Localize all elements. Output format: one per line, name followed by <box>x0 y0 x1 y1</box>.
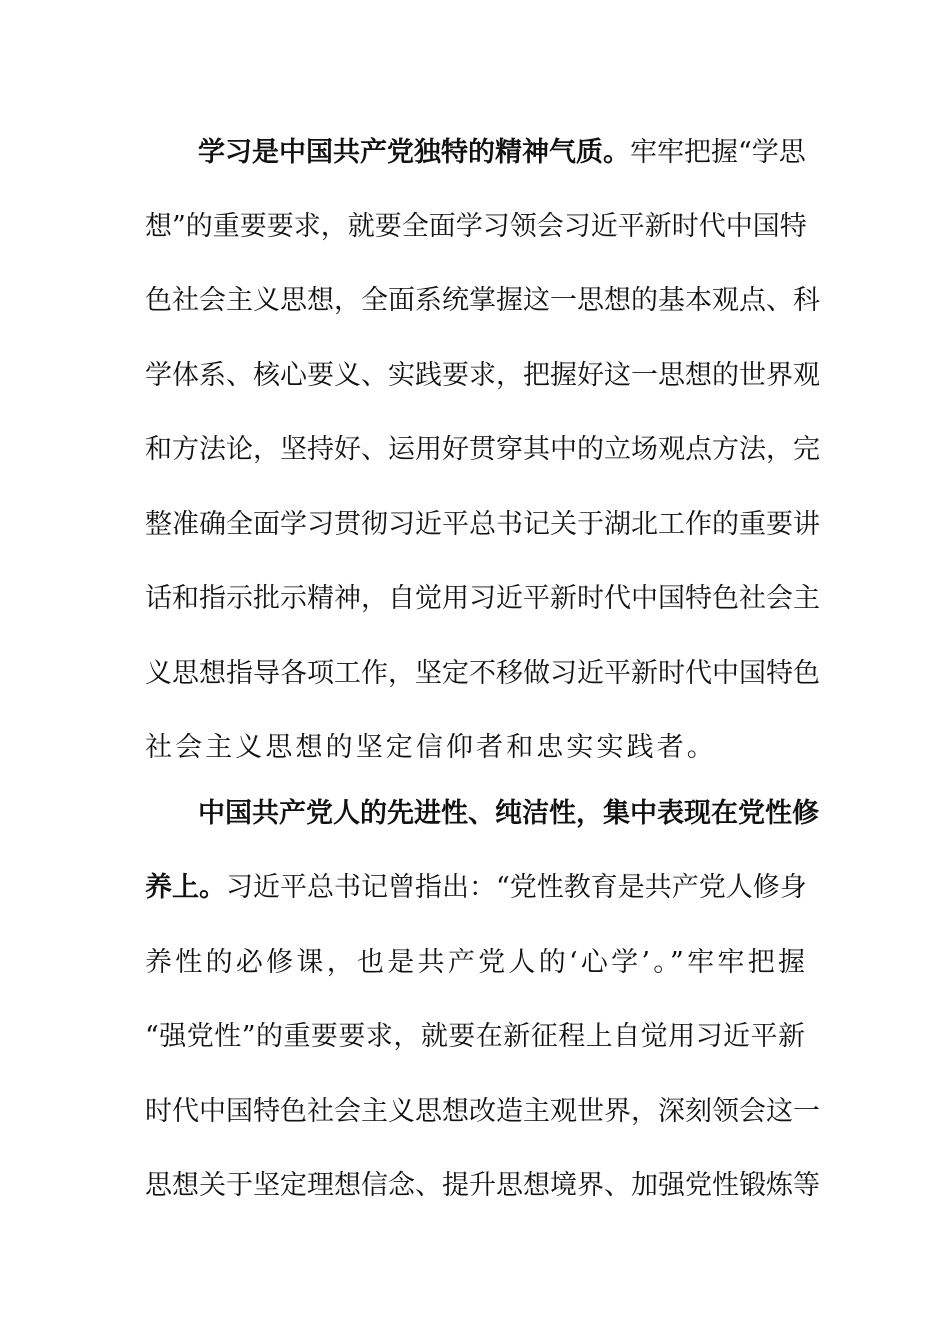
paragraph-1-line-4: 学体系、核心要义、实践要求，把握好这一思想的世界观 <box>145 360 820 391</box>
paragraph-1-line-7: 话和指示批示精神，自觉用习近平新时代中国特色社会主 <box>145 583 820 614</box>
paragraph-2-line-6: 思想关于坚定理想信念、提升思想境界、加强党性锻炼等 <box>145 1170 820 1201</box>
paragraph-2-line-2 <box>145 868 805 908</box>
paragraph-2-line-3: 养性的必修课，也是共产党人的‘心学’。”牢牢把握 <box>145 947 805 978</box>
paragraph-2-line-5: 时代中国特色社会主义思想改造主观世界，深刻领会这一 <box>145 1096 820 1127</box>
paragraph-1-line-3: 色社会主义思想，全面系统掌握这一思想的基本观点、科 <box>145 285 820 316</box>
paragraph-1-line-2: 想”的重要要求，就要全面学习领会习近平新时代中国特 <box>145 211 807 242</box>
paragraph-2-line-4: “强党性”的重要要求，就要在新征程上自觉用习近平新 <box>145 1021 805 1052</box>
paragraph-2-line-2-text: 习近平总书记曾指出：“党性教育是共产党人修身 <box>226 872 807 903</box>
paragraph-1-line-1 <box>198 133 805 173</box>
paragraph-1-line-9: 社会主义思想的坚定信仰者和忠实实践者。 <box>145 732 717 763</box>
paragraph-1-heading: 学习是中国共产党独特的精神气质。 <box>198 137 630 168</box>
paragraph-1-line-1-text: 牢牢把握“学思 <box>630 137 806 168</box>
paragraph-1-line-8: 义思想指导各项工作，坚定不移做习近平新时代中国特色 <box>145 658 820 689</box>
paragraph-2-heading-end: 养上。 <box>145 872 226 903</box>
paragraph-1-line-5: 和方法论，坚持好、运用好贯穿其中的立场观点方法，完 <box>145 434 820 465</box>
paragraph-1-line-6: 整准确全面学习贯彻习近平总书记关于湖北工作的重要讲 <box>145 509 820 540</box>
paragraph-2-line-1: 中国共产党人的先进性、纯洁性，集中表现在党性修 <box>198 798 819 829</box>
